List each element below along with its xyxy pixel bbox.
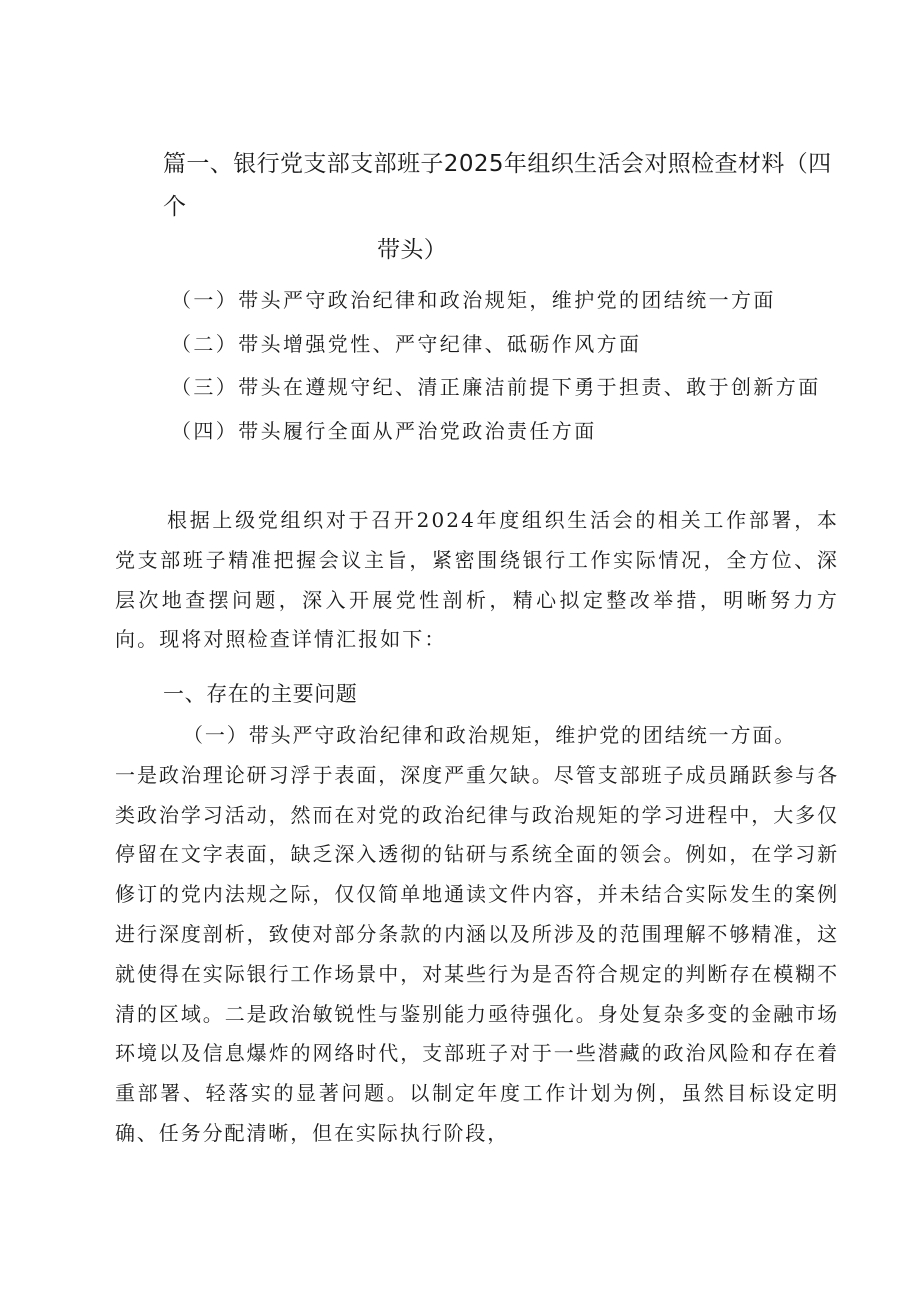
document-title [115,143,835,272]
outline-item: （一）带头严守政治纪律和政治规矩，维护党的团结统一方面 [171,288,776,312]
subsection-heading: （一）带头严守政治纪律和政治规矩，维护党的团结统一方面。 [183,723,797,747]
section-body [115,716,839,1154]
title-line-1: 篇一、银行党支部支部班子2025年组织生活会对照检查材料（四个 [163,151,832,220]
outline-item: （二）带头增强党性、严守纪律、砥砺作风方面 [171,331,642,356]
section-paragraph [115,716,839,1154]
title-line-2: 带头） [377,237,448,263]
intro-paragraph: 根据上级党组织对于召开2024年度组织生活会的相关工作部署，本党支部班子精准把握会议主旨，紧密围绕银行工作实际情况，全方位、深层次地查摆问题，深入开展党性剖析，精心拟定整改举措，明晰努力方向。现将对照检查详情汇报如下： [115,508,839,652]
outline-list [115,279,835,453]
outline-item: （四）带头履行全面从严治党政治责任方面 [171,418,597,443]
section-text: 一是政治理论研习浮于表面，深度严重欠缺。尽管支部班子成员踊跃参与各类政治学习活动，然而在对党的政治纪律与政治规矩的学习进程中，大多仅停留在文字表面，缺乏深入透彻的钻研与系统全面的领会。例如，在学习新修订的党内法规之际，仅仅简单地通读文件内容，并未结合实际发生的案例进行深度剖析，致使对部分条款的内涵以及所涉及的范围理解不够精准，这就使得在实际银行工作场景中，对某些行为是否符合规定的判断存在模糊不清的区域。二是政治敏锐性与鉴别能力亟待强化。身处复杂多变的金融市场环境以及信息爆炸的网络时代，支部班子对于一些潜藏的政治风险和存在着重部署、轻落实的显著问题。以制定年度工作计划为例，虽然目标设定明确、任务分配清晰，但在实际执行阶段， [115,762,839,1145]
outline-item: （三）带头在遵规守纪、清正廉洁前提下勇于担责、敢于创新方面 [171,375,821,399]
intro-section [115,501,839,660]
section-heading: 一、存在的主要问题 [163,682,358,706]
